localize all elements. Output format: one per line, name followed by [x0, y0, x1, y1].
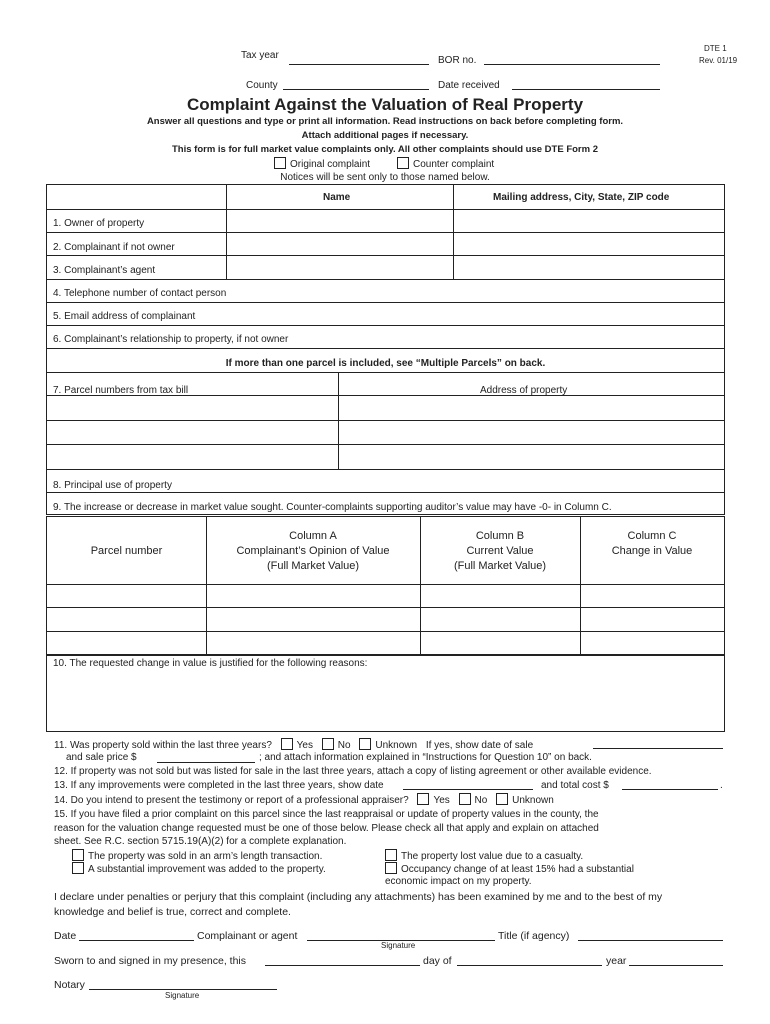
q15-text [54, 808, 599, 849]
q14-no-checkbox[interactable] [459, 793, 471, 805]
revision: Rev. 01/19 [699, 56, 738, 65]
table-row-divider [47, 325, 724, 326]
table-row-divider [47, 420, 724, 421]
owner-label: 1. Owner of property [53, 218, 145, 229]
q11-no-checkbox[interactable] [322, 738, 334, 750]
telephone-label: 4. Telephone number of contact person [53, 288, 227, 299]
counter-complaint-option[interactable] [397, 157, 494, 170]
owner-info-table [46, 184, 725, 515]
declaration-line-2: knowledge and belief is true, correct and complete. [54, 906, 291, 918]
value-table [46, 516, 725, 656]
county-label: County [246, 80, 278, 91]
relationship-label: 6. Complainant’s relationship to property, if not owner [53, 334, 289, 345]
col-c-header [580, 529, 724, 559]
instruction-2: Attach additional pages if necessary. [301, 130, 469, 141]
counter-complaint-checkbox[interactable] [397, 157, 409, 169]
complainant-agent-label: Complainant or agent [197, 930, 298, 942]
sale-price-field[interactable] [157, 762, 255, 763]
q13-cost-label: and total cost $ [541, 780, 609, 791]
sworn-month-field[interactable] [457, 965, 602, 966]
q15-option-1-label: The property was sold in an arm’s length transaction. [88, 851, 323, 862]
date-label: Date [54, 930, 77, 942]
col-c-title: Column C [627, 530, 677, 542]
q15-option-1[interactable] [72, 849, 322, 862]
q15-option-2-checkbox[interactable] [72, 862, 84, 874]
sworn-day-field[interactable] [265, 965, 420, 966]
q11-yes-label: Yes [296, 740, 313, 751]
instruction-3: This form is for full market value complaints only. All other complaints should use DTE Form 2 [172, 144, 598, 155]
table-row-divider [47, 607, 724, 608]
agent-label: 3. Complainant’s agent [53, 265, 156, 276]
date-received-field[interactable] [512, 89, 660, 90]
col-divider [338, 372, 339, 469]
col-address-header: Mailing address, City, State, ZIP code [493, 192, 670, 203]
q13-end: . [720, 780, 723, 791]
q15-option-2[interactable] [72, 862, 326, 875]
q14-text: 14. Do you intend to present the testimony or report of a professional appraiser? [54, 795, 409, 806]
q11-price-label: and sale price $ [66, 752, 137, 763]
q15-option-4[interactable] [385, 862, 634, 875]
tax-year-label: Tax year [241, 50, 279, 61]
col-parcel-header: Parcel number [90, 545, 163, 557]
form-id: DTE 1 [704, 44, 727, 53]
original-complaint-label: Original complaint [290, 159, 371, 170]
col-name-header: Name [323, 192, 351, 203]
day-of-label: day of [423, 955, 452, 967]
q11-text: 11. Was property sold within the last three years? [54, 740, 272, 751]
sale-date-field[interactable] [593, 748, 723, 749]
q10-label: 10. The requested change in value is justified for the following reasons: [53, 658, 368, 669]
q14-yes-checkbox[interactable] [417, 793, 429, 805]
title-field[interactable] [578, 940, 723, 941]
notary-label: Notary [54, 979, 85, 991]
q11-no-label: No [337, 740, 351, 751]
col-divider [453, 185, 454, 279]
col-a-subtitle: Complainant’s Opinion of Value [236, 545, 390, 557]
q11-unknown-label: Unknown [375, 740, 418, 751]
q15-option-3-label: The property lost value due to a casualty. [401, 851, 584, 862]
year-label: year [606, 955, 627, 967]
table-row-divider [47, 279, 724, 280]
county-field[interactable] [283, 89, 429, 90]
q15-option-4-cont: economic impact on my property. [385, 876, 532, 887]
q15-line-3: sheet. See R.C. section 5715.19(A)(2) for a complete explanation. [54, 836, 347, 847]
q14-no-label: No [474, 795, 488, 806]
q15-option-4-checkbox[interactable] [385, 862, 397, 874]
q14-yes-label: Yes [433, 795, 450, 806]
bor-field[interactable] [484, 64, 660, 65]
bor-label: BOR no. [438, 55, 477, 66]
q10-box[interactable] [46, 654, 725, 732]
notary-signature-field[interactable] [89, 989, 277, 990]
q11-price-tail: ; and attach information explained in “Instructions for Question 10” on back. [259, 752, 592, 763]
parcel-numbers-label: 7. Parcel numbers from tax bill [53, 385, 189, 396]
q11 [54, 738, 533, 751]
q11-yes-checkbox[interactable] [281, 738, 293, 750]
col-b-title: Column B [475, 530, 525, 542]
table-row-divider [47, 469, 724, 470]
table-row-divider [47, 631, 724, 632]
q11-tail: If yes, show date of sale [425, 740, 534, 751]
improvement-cost-field[interactable] [622, 789, 718, 790]
date-received-label: Date received [438, 80, 500, 91]
tax-year-field[interactable] [289, 64, 429, 65]
declaration-line-1: I declare under penalties or perjury that this complaint (including any attachments) has been examined by me and to the best of my [54, 891, 663, 903]
q11-unknown-checkbox[interactable] [359, 738, 371, 750]
q13-text: 13. If any improvements were completed in the last three years, show date [54, 780, 384, 791]
instruction-1: Answer all questions and type or print all information. Read instructions on back before completing form. [146, 116, 624, 127]
notices-note: Notices will be sent only to those named below. [280, 172, 490, 183]
table-row-divider [47, 302, 724, 303]
col-b-header [420, 529, 580, 574]
complainant-label: 2. Complainant if not owner [53, 242, 175, 253]
q15-option-1-checkbox[interactable] [72, 849, 84, 861]
q14-unknown-checkbox[interactable] [496, 793, 508, 805]
q15-line-1: 15. If you have filed a prior complaint on this parcel since the last reappraisal or update of property values in the county, the [54, 809, 599, 820]
q15-option-4-label: Occupancy change of at least 15% had a substantial [401, 864, 634, 875]
email-label: 5. Email address of complainant [53, 311, 196, 322]
table-row-divider [47, 584, 724, 585]
q12: 12. If property was not sold but was listed for sale in the last three years, attach a copy of listing agreement or other available evidence. [54, 766, 652, 777]
original-complaint-checkbox[interactable] [274, 157, 286, 169]
table-row-divider [47, 232, 724, 233]
col-a-header [206, 529, 420, 574]
col-a-note: (Full Market Value) [266, 560, 360, 572]
q9-label: 9. The increase or decrease in market value sought. Counter-complaints supporting auditor’s value may have -0- in Column C. [53, 502, 612, 513]
q15-option-3-checkbox[interactable] [385, 849, 397, 861]
table-row-divider [47, 372, 724, 373]
page-title: Complaint Against the Valuation of Real Property [186, 95, 584, 114]
date-field[interactable] [79, 940, 194, 941]
table-row-divider [47, 209, 724, 210]
col-c-subtitle: Change in Value [611, 545, 693, 557]
q14-unknown-label: Unknown [512, 795, 554, 806]
counter-complaint-label: Counter complaint [413, 159, 495, 170]
notary-signature-caption: Signature [165, 991, 200, 1000]
multiple-parcels-note: If more than one parcel is included, see “Multiple Parcels” on back. [225, 358, 546, 369]
q15-option-3[interactable] [385, 849, 583, 862]
q15-line-2: reason for the valuation change requested must be one of those below. Please check all that apply and explain on attached [54, 822, 599, 834]
table-row-divider [47, 348, 724, 349]
title-label: Title (if agency) [498, 930, 570, 942]
col-b-note: (Full Market Value) [453, 560, 547, 572]
table-row-divider [47, 255, 724, 256]
q15-option-2-label: A substantial improvement was added to the property. [88, 864, 326, 875]
col-b-subtitle: Current Value [466, 545, 534, 557]
sworn-year-field[interactable] [629, 965, 723, 966]
address-of-property-label: Address of property [480, 385, 568, 396]
table-row-divider [47, 444, 724, 445]
q14 [54, 793, 554, 806]
col-a-title: Column A [289, 530, 337, 542]
sworn-label: Sworn to and signed in my presence, this [54, 955, 247, 967]
original-complaint-option[interactable] [274, 157, 370, 170]
signature-caption: Signature [381, 941, 416, 950]
principal-use-label: 8. Principal use of property [53, 480, 172, 491]
improvement-date-field[interactable] [403, 789, 533, 790]
declaration [54, 890, 662, 920]
table-row-divider [47, 492, 724, 493]
col-divider [226, 185, 227, 279]
